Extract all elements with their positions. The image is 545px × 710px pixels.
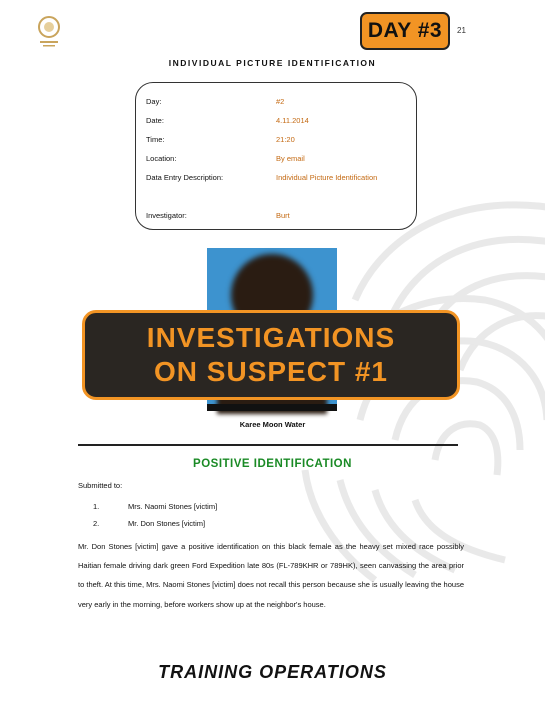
- info-label: Data Entry Description:: [146, 173, 224, 182]
- investigations-banner: [82, 310, 460, 400]
- banner-line-1: INVESTIGATIONS: [146, 322, 396, 353]
- photo-border-bar: [207, 404, 337, 411]
- info-value: #2: [276, 97, 285, 106]
- info-value: Individual Picture Identification: [276, 173, 378, 182]
- info-label: Day:: [146, 97, 162, 106]
- submitted-name: Mrs. Naomi Stones [victim]: [128, 502, 218, 511]
- info-label: Date:: [146, 116, 164, 125]
- info-label: Investigator:: [146, 211, 187, 220]
- info-box: [135, 82, 417, 230]
- document-title: INDIVIDUAL PICTURE IDENTIFICATION: [168, 58, 377, 68]
- info-label: Location:: [146, 154, 177, 163]
- info-value: 4.11.2014: [276, 116, 309, 125]
- info-label: Time:: [146, 135, 165, 144]
- footer-title: TRAINING OPERATIONS: [158, 662, 387, 682]
- submitted-label: Submitted to:: [78, 481, 123, 490]
- submitted-number: 1.: [93, 502, 100, 511]
- divider: [78, 444, 458, 446]
- photo-caption: Karee Moon Water: [239, 420, 306, 429]
- seal-logo: [36, 14, 62, 48]
- narrative-paragraph: Mr. Don Stones [victim] gave a positive identification on this black female as the heavy set mixed race possibly Haitian female driving dark green Ford Expedition late 80s (FL-789KHR or 789HK), seen canvassing the area prior to theft. At this time, Mrs. Naomi Stones [victim] does not recall this person because she is usually leaving the house very early in the morning, before workers show up at the neighbor's house.: [78, 542, 464, 609]
- page-number: 21: [457, 26, 466, 35]
- info-value: By email: [276, 154, 305, 163]
- banner-line-2: ON SUSPECT #1: [154, 356, 388, 387]
- submitted-name: Mr. Don Stones [victim]: [128, 519, 206, 528]
- info-value: Burt: [276, 211, 290, 220]
- day-badge: DAY #3: [360, 12, 450, 50]
- section-title: POSITIVE IDENTIFICATION: [193, 458, 352, 470]
- info-value: 21:20: [276, 135, 295, 144]
- submitted-number: 2.: [93, 519, 100, 528]
